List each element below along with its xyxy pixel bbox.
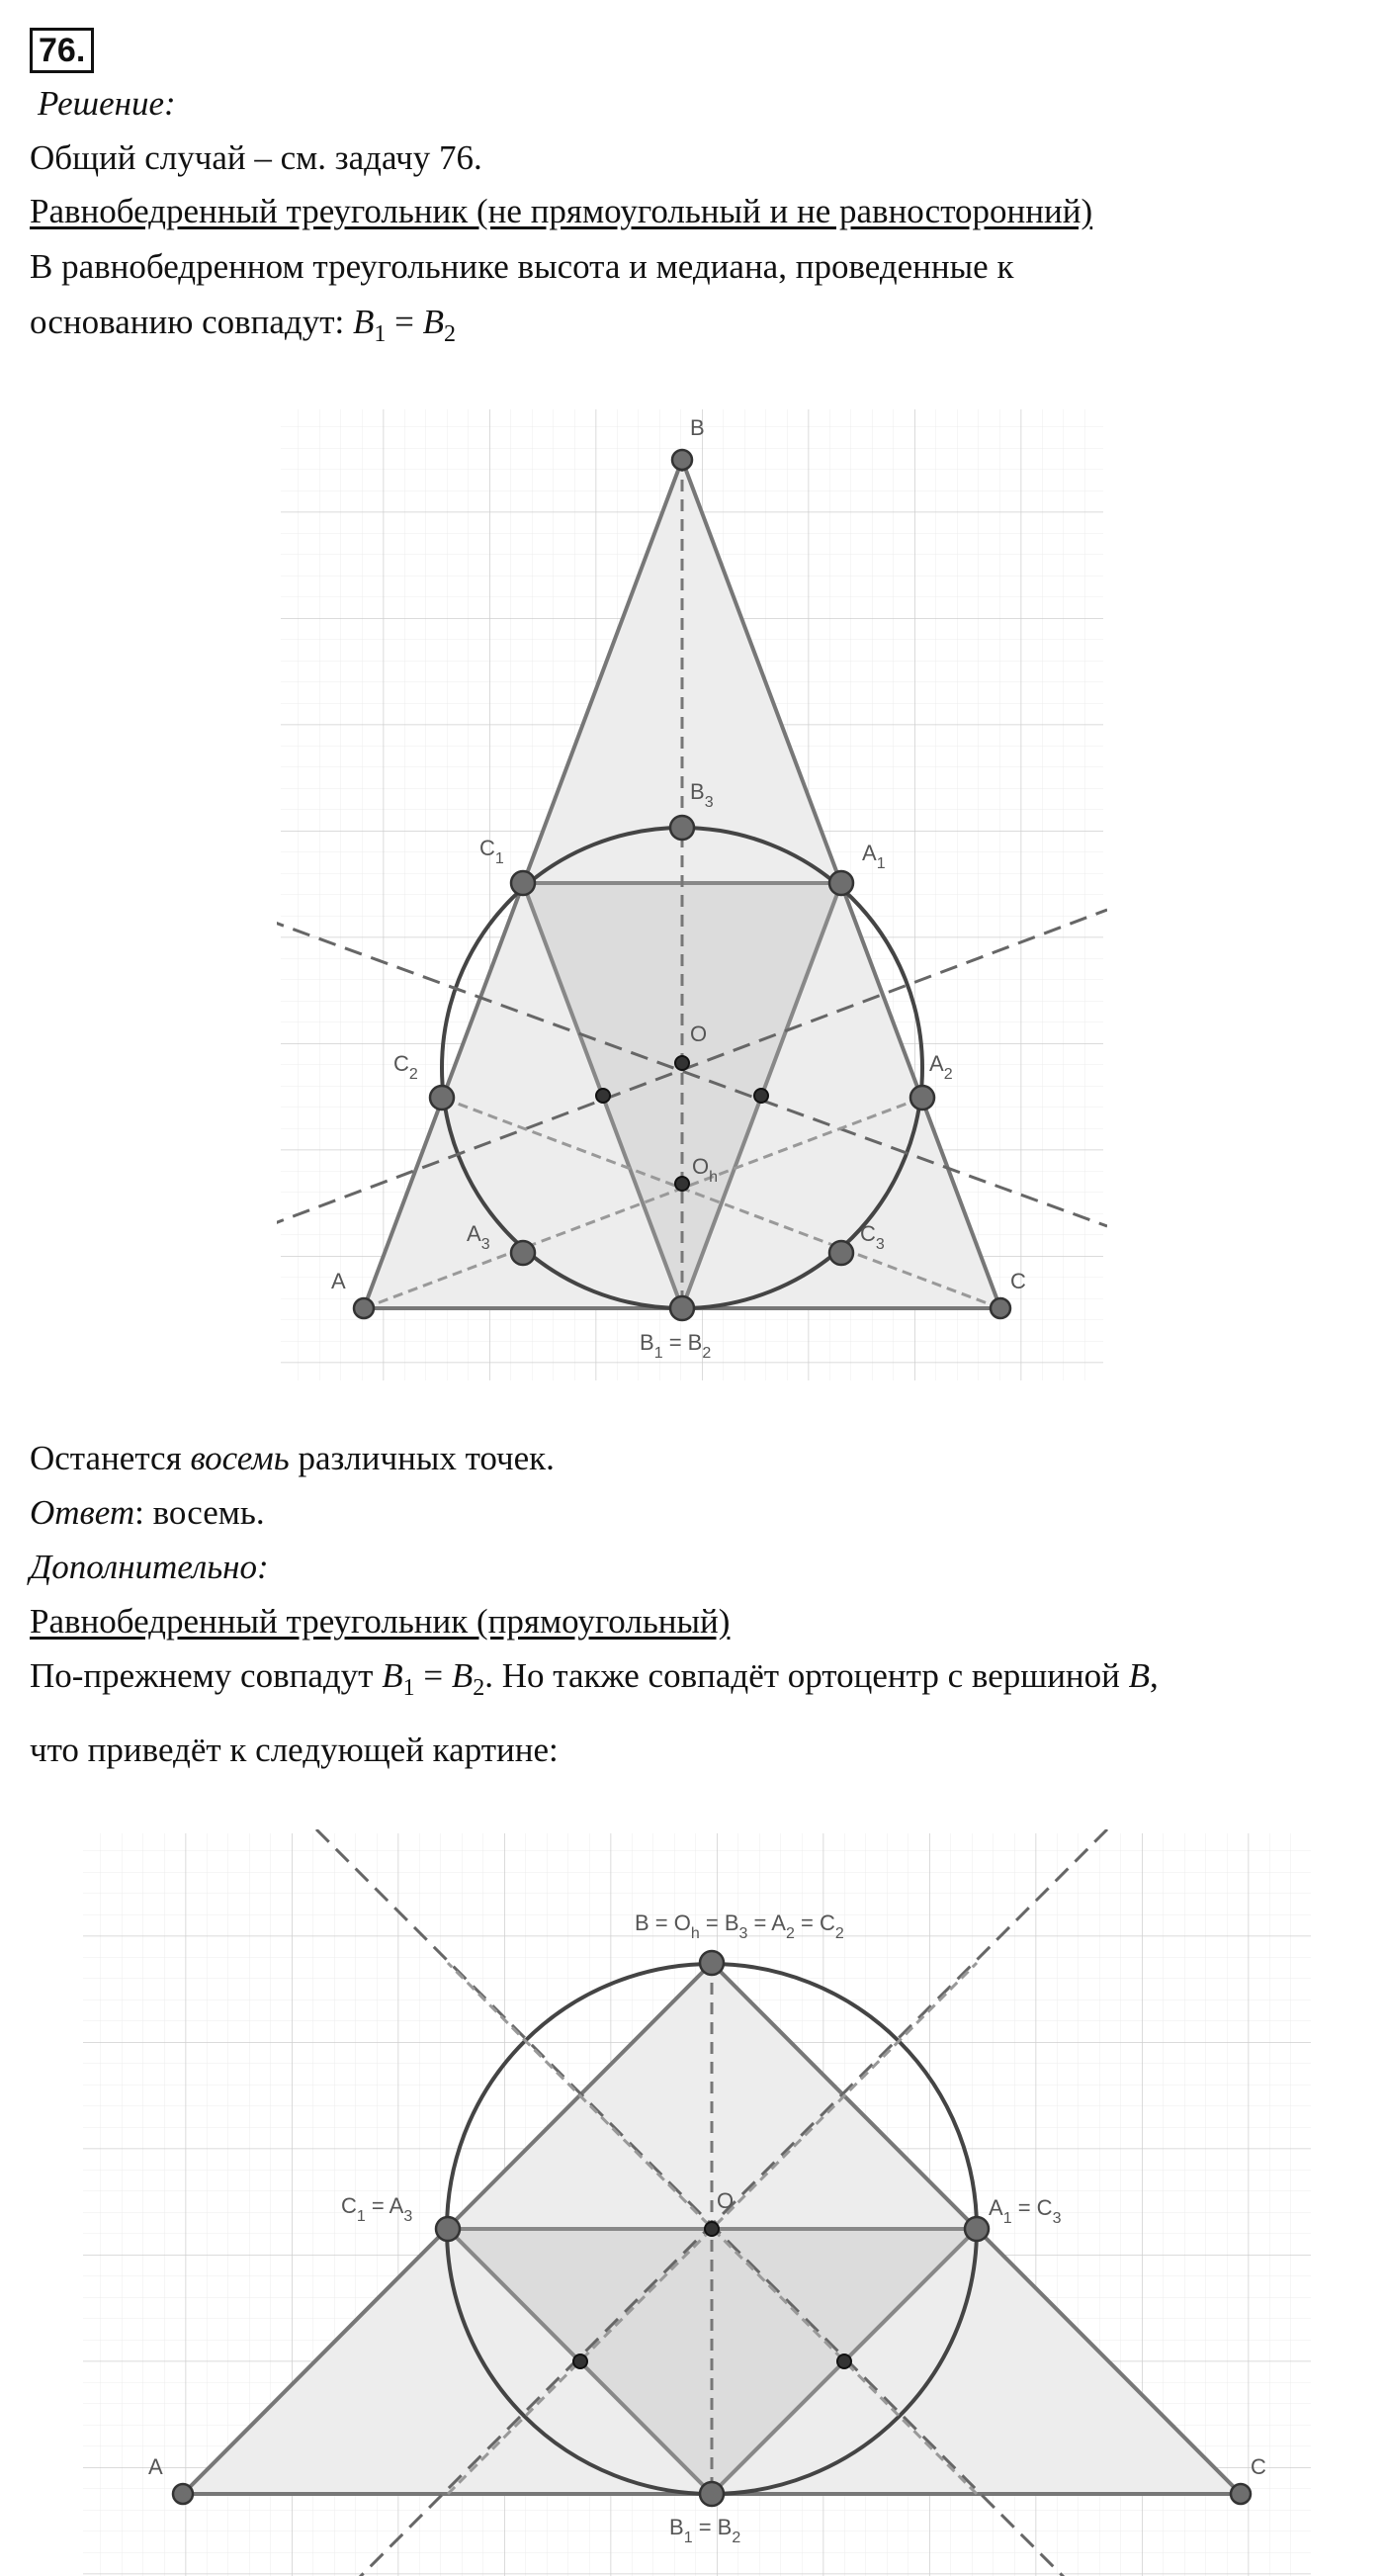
point-oh <box>675 1177 689 1191</box>
midpoint-right <box>754 1089 768 1103</box>
label-a1c3: $A_1 = C_3$ <box>989 2195 1062 2227</box>
point-b1b2 <box>670 1296 694 1320</box>
formula-b1-eq-b2: $B_1 = B_2$ <box>353 303 457 347</box>
label-a1: $A_1$ <box>862 841 886 872</box>
label-c2: $C_2$ <box>393 1051 418 1083</box>
label-a2: $A_2$ <box>929 1051 953 1083</box>
label-b1b2: $B_1 = B_2$ <box>640 1330 712 1362</box>
remain-line: Останется восемь различных точек. <box>30 1439 555 1477</box>
point-c3 <box>829 1241 853 1265</box>
point-a2 <box>910 1086 934 1110</box>
label-c: C <box>1251 2454 1266 2479</box>
point-a <box>354 1298 374 1318</box>
label-a: A <box>331 1269 346 1293</box>
point-a1 <box>829 871 853 895</box>
point-c <box>991 1298 1010 1318</box>
point-a <box>173 2484 193 2504</box>
label-c3: $C_3$ <box>860 1221 885 1253</box>
label-b3: $B_3$ <box>690 779 714 811</box>
label-top-vertex: $B = O_h = B_3 = A_2 = C_2$ <box>635 1910 844 1942</box>
point-c1 <box>511 871 535 895</box>
label-c: C <box>1010 1269 1026 1293</box>
general-case-line: Общий случай – см. задачу 76. <box>30 138 482 177</box>
label-a: A <box>148 2454 163 2479</box>
midpoint-left <box>596 1089 610 1103</box>
point-c <box>1231 2484 1251 2504</box>
point-o <box>705 2222 719 2236</box>
label-c1: $C_1$ <box>479 836 504 867</box>
point-a1c3 <box>965 2217 989 2241</box>
answer-line: Ответ: восемь. <box>30 1493 265 1532</box>
additional-label: Дополнительно: <box>30 1548 269 1586</box>
point-b1b2 <box>700 2482 724 2506</box>
heading-isosceles: Равнобедренный треугольник (не прямоугольный и не равносторонний) <box>30 192 1093 230</box>
isosceles-text-line-1: В равнобедренном треугольнике высота и медиана, проведенные к <box>30 247 1014 286</box>
right-text-line-1: По-прежнему совпадут $B_1 = B_2$. Но также совпадёт ортоцентр с вершиной B, <box>30 1656 1159 1701</box>
problem-number: 76. <box>30 28 94 73</box>
figure-isosceles-nonright <box>277 405 1107 1384</box>
label-b1b2: $B_1 = B_2$ <box>669 2515 741 2546</box>
isosceles-text-line-2 <box>30 303 456 354</box>
label-a3: $A_3$ <box>467 1221 490 1253</box>
midpoint-left <box>573 2354 587 2368</box>
point-b3 <box>670 816 694 840</box>
point-o <box>675 1056 689 1070</box>
point-a3 <box>511 1241 535 1265</box>
isosceles-text-prefix: основанию совпадут: <box>30 303 353 341</box>
right-text-line-2: что приведёт к следующей картине: <box>30 1731 559 1769</box>
heading-right-isosceles: Равнобедренный треугольник (прямоугольный) <box>30 1602 731 1641</box>
solution-label: Решение: <box>38 84 176 123</box>
label-c1a3: $C_1 = A_3$ <box>341 2193 413 2225</box>
label-oh: $O_h$ <box>692 1154 719 1186</box>
midpoint-right <box>837 2354 851 2368</box>
point-c2 <box>430 1086 454 1110</box>
point-c1a3 <box>436 2217 460 2241</box>
point-b <box>700 1951 724 1975</box>
label-o: O <box>717 2188 735 2213</box>
figure-isosceles-right <box>79 1829 1315 2576</box>
label-b: B <box>690 415 705 440</box>
label-o: O <box>690 1022 708 1046</box>
point-b <box>672 450 692 470</box>
